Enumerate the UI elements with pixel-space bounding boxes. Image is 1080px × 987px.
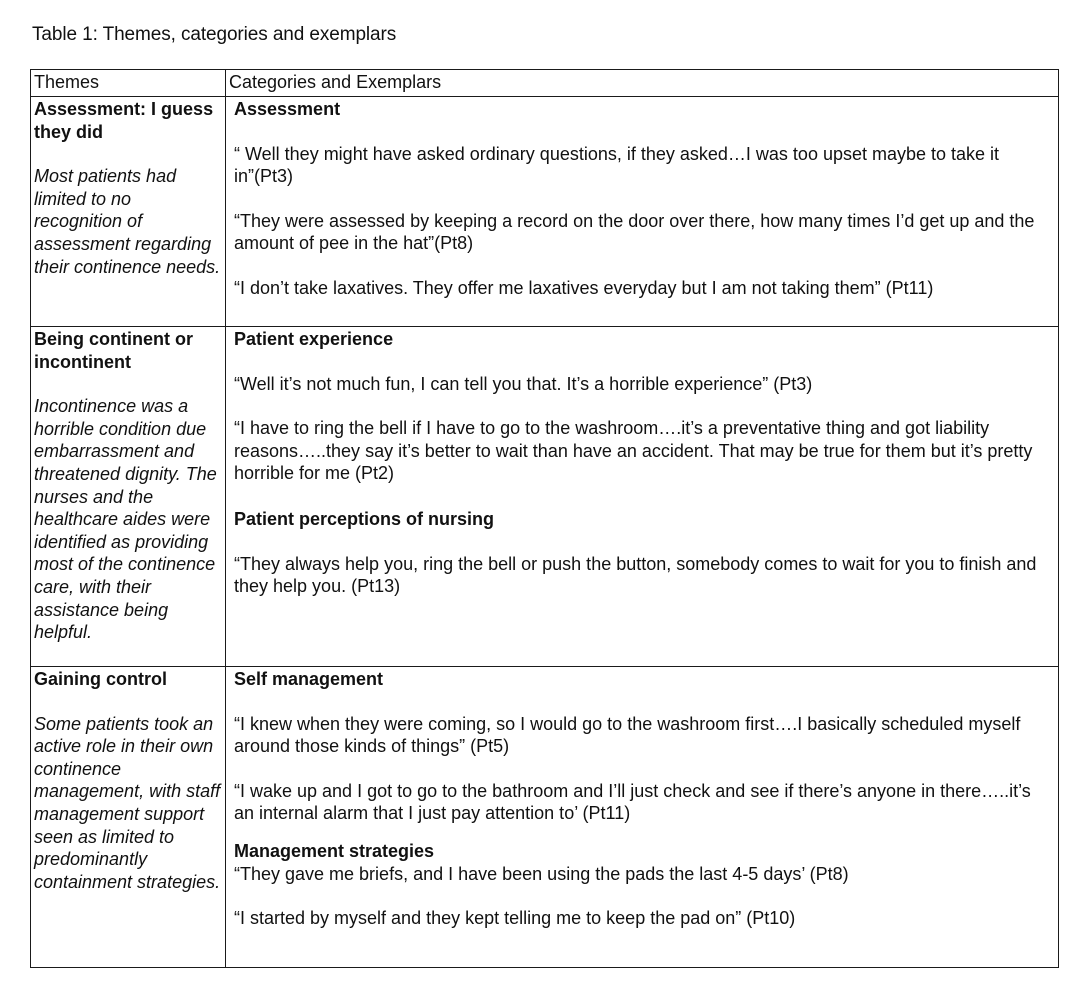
- header-cell-themes: [31, 70, 226, 97]
- theme-description: Incontinence was a horrible condition due embarrassment and threatened dignity. The nurses and the healthcare aides were identified as providing most of the continence care, with their assistance being helpful.: [34, 396, 217, 643]
- exemplar-quote: “I have to ring the bell if I have to go to the washroom….it’s a preventative thing and got liability reasons…..they say it’s better to wait than have an accident. That may be true for them but it’s pretty horrible for me (Pt2): [234, 418, 1033, 484]
- theme-description: Most patients had limited to no recognition of assessment regarding their continence needs.: [34, 166, 221, 277]
- categories-cell: [226, 97, 1059, 327]
- header-themes: Themes: [34, 72, 100, 92]
- table-row: [31, 327, 1059, 667]
- header-cell-categories: [226, 70, 1059, 97]
- categories-cell: [226, 667, 1059, 968]
- theme-title: Being continent or incontinent: [34, 329, 193, 372]
- exemplar-quote: “They always help you, ring the bell or push the button, somebody comes to wait for you to finish and they help you. (Pt13): [234, 553, 1037, 597]
- exemplar-quote: “ Well they might have asked ordinary questions, if they asked…I was too upset maybe to take it in”(Pt3): [234, 143, 1000, 187]
- exemplar-quote: “Well it’s not much fun, I can tell you that. It’s a horrible experience” (Pt3): [234, 373, 813, 394]
- theme-title: Assessment: I guess they did: [34, 99, 214, 142]
- exemplar-quote: “I started by myself and they kept telling me to keep the pad on” (Pt10): [234, 908, 796, 929]
- exemplar-quote: “I wake up and I got to go to the bathroom and I’ll just check and see if there’s anyone in there…..it’s an internal alarm that I just pay attention to’ (Pt11): [234, 780, 1031, 824]
- category-heading: Self management: [234, 669, 384, 689]
- table-header-row: [31, 70, 1059, 97]
- theme-cell: [31, 97, 226, 327]
- header-categories-exemplars: Categories and Exemplars: [229, 72, 442, 92]
- exemplar-quote: “I knew when they were coming, so I would go to the washroom first….I basically scheduled myself around those kinds of things” (Pt5): [234, 713, 1021, 757]
- exemplar-quote: “I don’t take laxatives. They offer me laxatives everyday but I am not taking them” (Pt11): [234, 277, 934, 298]
- exemplar-quote: “They gave me briefs, and I have been using the pads the last 4-5 days’ (Pt8): [234, 863, 849, 884]
- theme-cell: [31, 667, 226, 968]
- theme-title: Gaining control: [34, 669, 167, 689]
- table-row: [31, 97, 1059, 327]
- themes-table: [30, 69, 1059, 968]
- table-row: [31, 667, 1059, 968]
- exemplar-quote: “They were assessed by keeping a record on the door over there, how many times I’d get up and the amount of pee in the hat”(Pt8): [234, 210, 1035, 254]
- table-caption: Table 1: Themes, categories and exemplars: [32, 24, 397, 45]
- category-heading: Patient perceptions of nursing: [234, 508, 495, 529]
- categories-cell: [226, 327, 1059, 667]
- theme-cell: [31, 327, 226, 667]
- category-heading: Assessment: [234, 99, 341, 119]
- category-heading: Management strategies: [234, 840, 435, 861]
- theme-description: Some patients took an active role in their own continence management, with staff management support seen as limited to predominantly containment strategies.: [34, 713, 221, 892]
- category-heading: Patient experience: [234, 329, 394, 349]
